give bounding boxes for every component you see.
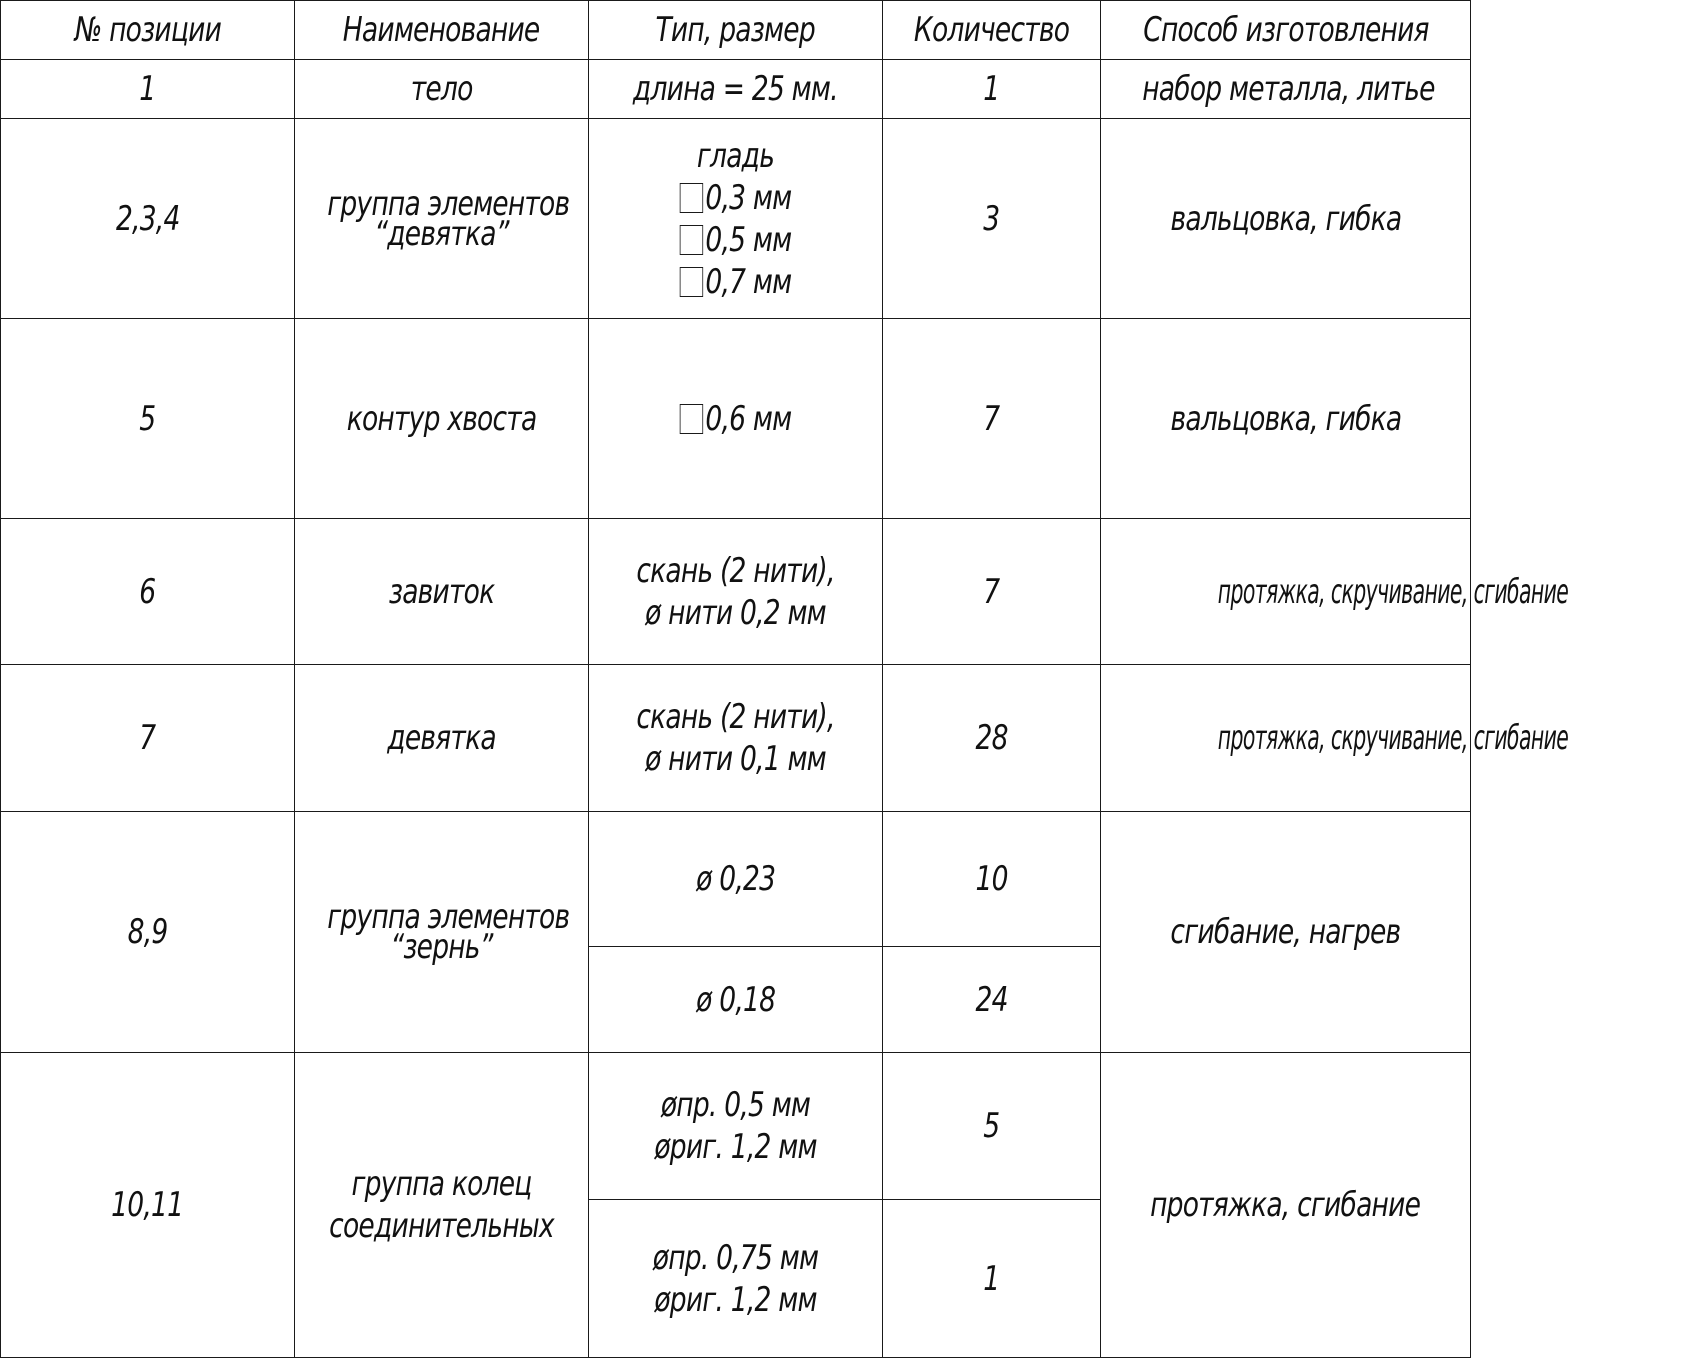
cell-type-size: øпр. 0,5 мм øриг. 1,2 мм: [589, 1053, 883, 1200]
cell-name: тело: [295, 60, 589, 119]
table-row: [1, 319, 1471, 519]
cell-name: группа колец соединительных: [295, 1053, 589, 1358]
cell-method: сгибание, нагрев: [1101, 812, 1471, 1053]
header-name: Наименование: [295, 1, 589, 60]
table-row: [1, 60, 1471, 119]
square-section-icon: [680, 183, 703, 213]
cell-type-size: скань (2 нити), ø нити 0,2 мм: [589, 519, 883, 665]
cell-method: протяжка, скручивание, сгибание: [1101, 519, 1471, 665]
cell-type-size: øпр. 0,75 мм øриг. 1,2 мм: [589, 1200, 883, 1358]
cell-position: 1: [1, 60, 295, 119]
cell-quantity: 24: [883, 947, 1101, 1053]
cell-method: протяжка, скручивание, сгибание: [1101, 665, 1471, 812]
cell-name: группа элементов “девятка”: [295, 119, 589, 319]
cell-name: завиток: [295, 519, 589, 665]
cell-quantity: 5: [883, 1053, 1101, 1200]
square-section-icon: [680, 404, 703, 434]
square-section-icon: [680, 225, 703, 255]
header-type-size: Тип, размер: [589, 1, 883, 60]
cell-position: 2,3,4: [1, 119, 295, 319]
header-row: [1, 1, 1471, 60]
square-section-icon: [680, 267, 703, 297]
cell-position: 5: [1, 319, 295, 519]
cell-type-size: 0,6 мм: [589, 319, 883, 519]
cell-type-size: скань (2 нити), ø нити 0,1 мм: [589, 665, 883, 812]
cell-name: группа элементов “зернь”: [295, 812, 589, 1053]
cell-quantity: 1: [883, 60, 1101, 119]
cell-position: 8,9: [1, 812, 295, 1053]
cell-quantity: 1: [883, 1200, 1101, 1358]
cell-method: набор металла, литье: [1101, 60, 1471, 119]
cell-quantity: 28: [883, 665, 1101, 812]
cell-type-size: ø 0,18: [589, 947, 883, 1053]
header-position: № позиции: [1, 1, 295, 60]
cell-type-size: длина = 25 мм.: [589, 60, 883, 119]
cell-quantity: 7: [883, 519, 1101, 665]
cell-quantity: 7: [883, 319, 1101, 519]
cell-position: 6: [1, 519, 295, 665]
table-row: [1, 812, 1471, 947]
header-quantity: Количество: [883, 1, 1101, 60]
cell-type-size: ø 0,23: [589, 812, 883, 947]
table-row: [1, 665, 1471, 812]
cell-quantity: 3: [883, 119, 1101, 319]
cell-method: протяжка, сгибание: [1101, 1053, 1471, 1358]
cell-position: 7: [1, 665, 295, 812]
cell-name: контур хвоста: [295, 319, 589, 519]
cell-position: 10,11: [1, 1053, 295, 1358]
header-method: Способ изготовления: [1101, 1, 1471, 60]
cell-method: вальцовка, гибка: [1101, 319, 1471, 519]
table-row: [1, 1053, 1471, 1200]
table-row: [1, 119, 1471, 319]
table-row: [1, 519, 1471, 665]
cell-type-size: гладь 0,3 мм 0,5 мм 0,7 мм: [589, 119, 883, 319]
cell-method: вальцовка, гибка: [1101, 119, 1471, 319]
cell-quantity: 10: [883, 812, 1101, 947]
cell-name: девятка: [295, 665, 589, 812]
